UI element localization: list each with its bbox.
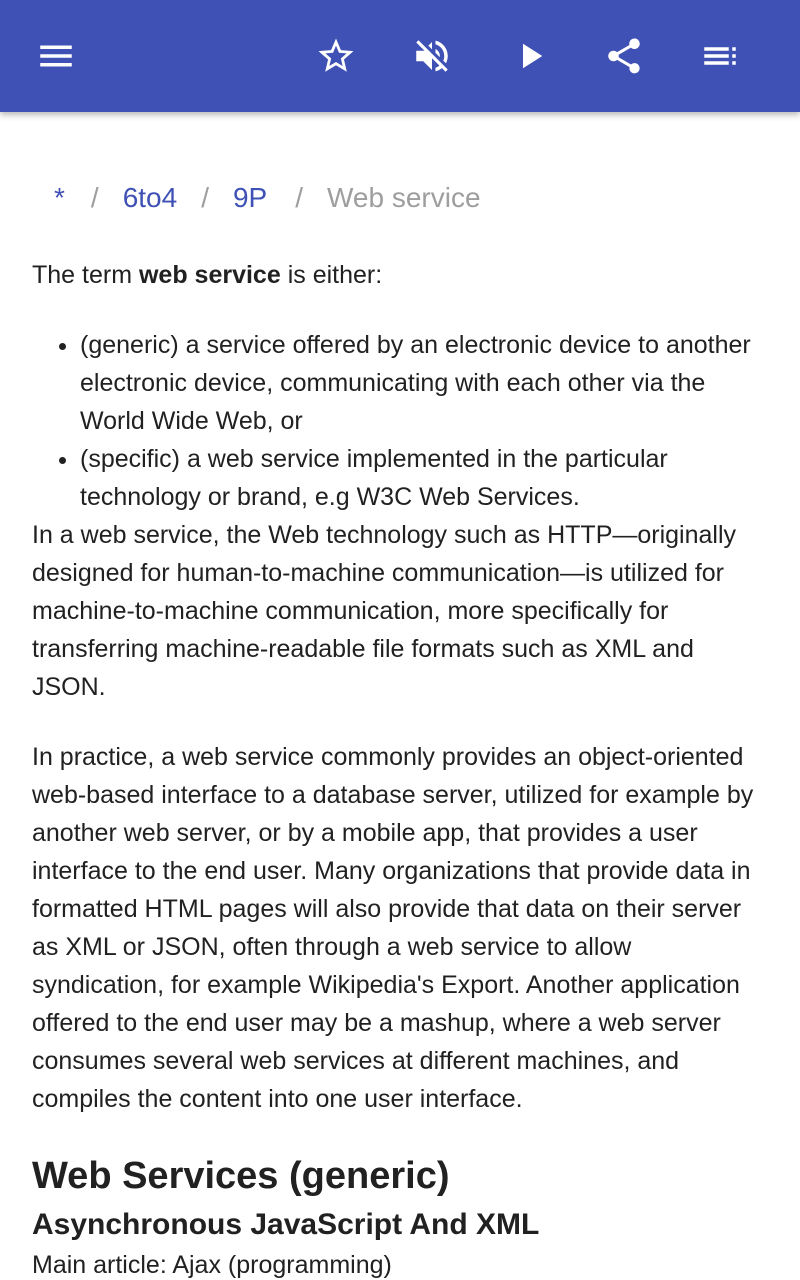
menu-icon[interactable] [24,24,88,88]
star-outline-icon[interactable] [304,24,368,88]
subsection-heading: Asynchronous JavaScript And XML [32,1208,540,1241]
intro-term: web service [138,261,281,289]
breadcrumb-link-6to4[interactable]: 6to4 [122,182,178,213]
intro-paragraph [32,256,768,294]
breadcrumb-current-page: Web service [327,182,481,213]
breadcrumb-separator: / [90,182,99,213]
article-content [32,112,768,1280]
article-body [32,256,768,1280]
play-icon[interactable] [498,24,562,88]
list-item: • (specific) a web service implemented in the particular technology or brand, e.g W3C Web Services. [80,440,768,516]
app-bar [0,0,800,112]
paragraph: In a web service, the Web technology such as HTTP—originally designed for human-to-machine communication—is utilized for machine-to-machine communication, more specifically for transferring machine-readable file formats such as XML and JSON. [32,521,737,701]
intro-suffix: is either: [280,261,383,289]
breadcrumb-separator: / [201,182,209,213]
list-item: • (generic) a service offered by an electronic device to another electronic device, communicating with each other via the World Wide Web, or [80,326,768,440]
table-of-contents-icon[interactable] [688,24,752,88]
definition-list [32,326,768,516]
breadcrumb-link-root[interactable]: * [54,182,65,213]
paragraph: In practice, a web service commonly provides an object-oriented web-based interface to a database server, utilized for example by another web server, or by a mobile app, that provides a user interface to the end user. Many organizations that provide data in formatted HTML pages will also provide that data on their server as XML or JSON, often through a web service to allow syndication, for example Wikipedia's Export. Another application offered to the end user may be a mashup, where a web server consumes several web services at different machines, and compiles the content into one user interface. [32,743,754,1113]
share-icon[interactable] [592,24,656,88]
section-heading: Web Services (generic) [32,1155,450,1197]
main-article-link[interactable]: Main article: Ajax (programming) [32,1251,392,1279]
volume-off-icon[interactable] [400,24,464,88]
breadcrumb-link-9p[interactable]: 9P [232,182,268,213]
intro-prefix: The term [32,261,139,289]
breadcrumb-separator: / [295,182,303,213]
breadcrumb [32,180,481,216]
